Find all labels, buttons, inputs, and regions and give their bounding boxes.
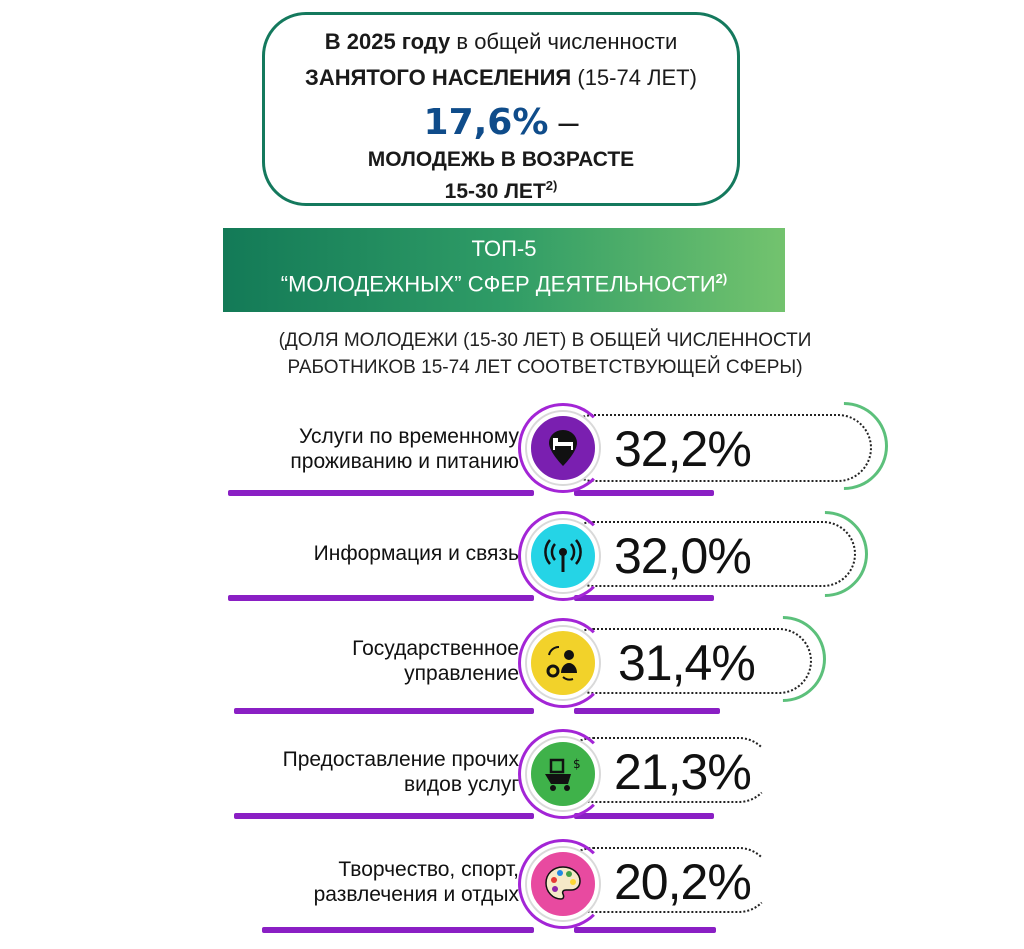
sector-row	[0, 616, 1024, 726]
sector-label: Государственное управление	[352, 637, 519, 685]
divider-line	[574, 490, 714, 496]
summary-line-1: В 2025 году в общей численности	[324, 29, 678, 54]
sector-label: Предоставление прочих видов услуг	[282, 748, 519, 796]
divider-line	[262, 927, 534, 933]
antenna-signal-icon	[527, 520, 599, 592]
summary-box	[262, 12, 740, 206]
palette-icon	[527, 848, 599, 920]
sector-row	[0, 835, 1024, 945]
sector-value: 31,4%	[618, 635, 755, 691]
sector-label: Информация и связь	[313, 542, 519, 565]
divider-line	[574, 813, 714, 819]
sector-value: 32,0%	[614, 528, 751, 584]
svg-text:$: $	[573, 757, 581, 771]
sector-value: 20,2%	[614, 854, 751, 910]
divider-line	[234, 813, 534, 819]
top5-banner	[223, 228, 785, 312]
divider-line	[574, 927, 716, 933]
hotel-bed-pin-icon	[527, 412, 599, 484]
sector-label: Услуги по временному проживанию и питанию	[290, 425, 519, 473]
sector-value: 21,3%	[614, 744, 751, 800]
divider-line	[228, 490, 534, 496]
summary-percent: 17,6% –	[423, 101, 579, 143]
divider-line	[228, 595, 534, 601]
sector-row	[0, 398, 1024, 508]
divider-line	[574, 708, 720, 714]
summary-line-4: МОЛОДЕЖЬ В ВОЗРАСТЕ	[367, 148, 635, 171]
subtitle-line-2: РАБОТНИКОВ 15-74 ЛЕТ СООТВЕТСТВУЮЩЕЙ СФЕРЫ)	[287, 357, 803, 378]
banner-subtitle: “МОЛОДЕЖНЫХ” СФЕР ДЕЯТЕЛЬНОСТИ$^{2)}$	[280, 271, 728, 297]
cart-services-icon	[527, 738, 599, 810]
sector-row	[0, 509, 1024, 619]
manager-gears-icon	[527, 627, 599, 699]
summary-line-5: 15-30 ЛЕТ$^{2)}$	[444, 178, 558, 203]
divider-line	[234, 708, 534, 714]
summary-line-2: ЗАНЯТОГО НАСЕЛЕНИЯ (15-74 ЛЕТ)	[305, 65, 697, 90]
sector-label: Творчество, спорт, развлечения и отдых	[313, 858, 519, 906]
sector-value: 32,2%	[614, 421, 751, 477]
banner-title: ТОП-5	[471, 236, 537, 261]
subtitle-line-1: (ДОЛЯ МОЛОДЕЖИ (15-30 ЛЕТ) В ОБЩЕЙ ЧИСЛЕННОСТИ	[278, 330, 812, 351]
divider-line	[574, 595, 714, 601]
sector-row	[0, 727, 1024, 837]
